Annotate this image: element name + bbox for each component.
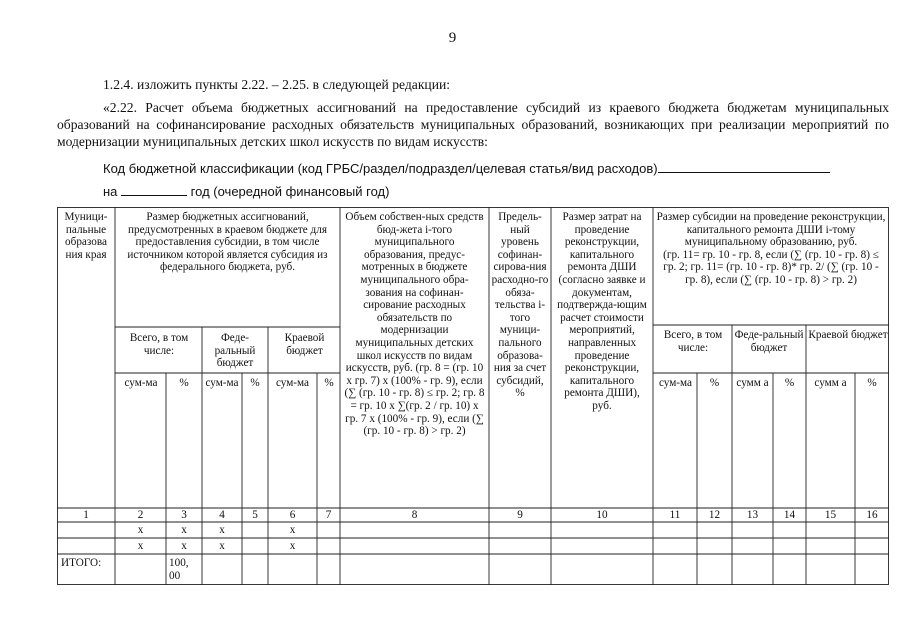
subheader-pct: % (179, 377, 189, 389)
col-number: 6 (289, 509, 296, 521)
subheader-sum: сум-ма (124, 377, 158, 389)
total-pct: 100, 00 (169, 557, 189, 582)
col-subsidy-header (656, 211, 886, 287)
x-mark: х (181, 540, 187, 552)
col-subsidy-formula: (гр. 11= гр. 10 - гр. 8, если (∑ (гр. 10 - гр. 8) ≤ гр. 2; гр. 11= (гр. 10 - гр. 8)* гр. 2/ (∑ (гр. 10 - гр. 8), если (∑ (гр. 10 - гр. 8) > гр. 2) (663, 248, 879, 286)
subheader-total: Всего, в том числе: (663, 329, 723, 354)
kbk-label: Код бюджетной классификации (код ГРБС/раздел/подраздел/целевая статья/вид расходов) (103, 161, 658, 176)
col-number: 15 (824, 509, 837, 521)
page-number: 9 (448, 30, 457, 46)
x-mark: х (219, 540, 225, 552)
col-number: 16 (866, 509, 878, 521)
col-number: 11 (669, 509, 681, 521)
subheader-pct: % (867, 377, 877, 389)
col-number: 3 (181, 509, 187, 521)
col-costs-header: Размер затрат на проведение реконструкции, капитального ремонта ДШИ (согласно заявке и документам, подтвержда-ющим расчет стоимости мероприятий, направленных проведение реконструкции, капитального ремонта ДШИ), руб. (557, 211, 647, 412)
year-blank[interactable] (121, 183, 187, 196)
year-prefix: на (103, 184, 118, 199)
kbk-line (103, 160, 893, 177)
col-number: 13 (746, 509, 759, 521)
subheader-sum: сум-ма (658, 377, 693, 389)
subheader-regional: Краевой бюджет (284, 332, 325, 357)
col-number: 4 (219, 509, 225, 521)
x-mark: х (137, 524, 144, 536)
subheader-federal: Феде-ральный бюджет (214, 332, 256, 370)
budget-table (57, 207, 889, 585)
subheader-sum: сум-ма (205, 377, 239, 389)
subheader-sum-a: сумм а (814, 377, 847, 389)
col-cofinancing-level-header: Предель-ный уровень софинан-сирова-ния расходно-го обяза-тельства i-того муници-пального образова-ния за счет субсидий, % (491, 211, 549, 400)
col-number: 14 (783, 509, 796, 521)
subheader-sum-a: сумм а (736, 377, 769, 389)
subheader-pct: % (250, 377, 260, 389)
col-number: 1 (83, 509, 89, 521)
col-own-funds-header: Объем собствен-ных средств бюд-жета i-того муниципального образования, предус-мотренных в бюджете муниципального обра-зования на софинан-сирование расходных обязательств по модернизации муниципальных детских школ искусств по видам искусств, руб. (гр. 8 = (гр. 10 х гр. 7) х (100% - гр. 9), если (∑ (гр. 10 - гр. 8) ≤ гр. 2; гр. 8 = гр. 10 х ∑(гр. 2 / гр. 10) х гр. 7 х (100% - гр. 9), если (∑ (гр. 10 - гр. 8) > гр. 2) (344, 211, 485, 438)
col-number: 9 (517, 509, 523, 521)
subheader-pct: % (784, 377, 795, 389)
subheader-pct: % (709, 377, 720, 389)
col-number: 12 (708, 509, 721, 521)
x-mark: х (219, 524, 225, 536)
year-line (103, 183, 703, 200)
subheader-total: Всего, в том числе: (129, 332, 189, 357)
x-mark: х (137, 540, 144, 552)
paragraph-2-22: «2.22. Расчет объема бюджетных ассигнований на предоставление субсидий из краевого бюджета бюджетам муниципальных образований на софинансирование расходных обязательств муниципальных образований, возникающих при реализации мероприятий по модернизации муниципальных детских школ искусств по видам искусств: (57, 100, 889, 149)
col-number: 2 (137, 509, 144, 521)
col-number: 5 (252, 509, 258, 521)
x-mark: х (289, 524, 296, 536)
col-number: 10 (596, 509, 608, 521)
subheader-pct: % (324, 377, 334, 389)
subheader-regional: Краевой бюджет (808, 329, 888, 341)
kbk-blank[interactable] (658, 160, 830, 173)
item-1-2-4: 1.2.4. изложить пункты 2.22. – 2.25. в следующей редакции: (103, 77, 451, 92)
x-mark: х (289, 540, 296, 552)
total-label: ИТОГО: (61, 557, 102, 569)
year-suffix: год (очередной финансовый год) (190, 184, 390, 199)
subheader-sum: сум-ма (275, 377, 310, 389)
col-number: 8 (411, 509, 418, 521)
x-mark: х (181, 524, 187, 536)
col-municipalities-header: Муници-пальные образова ния края (64, 211, 108, 261)
col-number: 7 (325, 509, 332, 521)
col-budget-allocations-header: Размер бюджетных ассигнований, предусмотренных в краевом бюджете для предоставления субсидии, в том числе источником которой является субсидия из федерального бюджета, руб. (127, 211, 328, 274)
subheader-federal: Феде-ральный бюджет (734, 329, 804, 354)
col-subsidy-title: Размер субсидии на проведение реконструкции, капитального ремонта ДШИ i-тому муниципальному образованию, руб. (656, 211, 886, 249)
